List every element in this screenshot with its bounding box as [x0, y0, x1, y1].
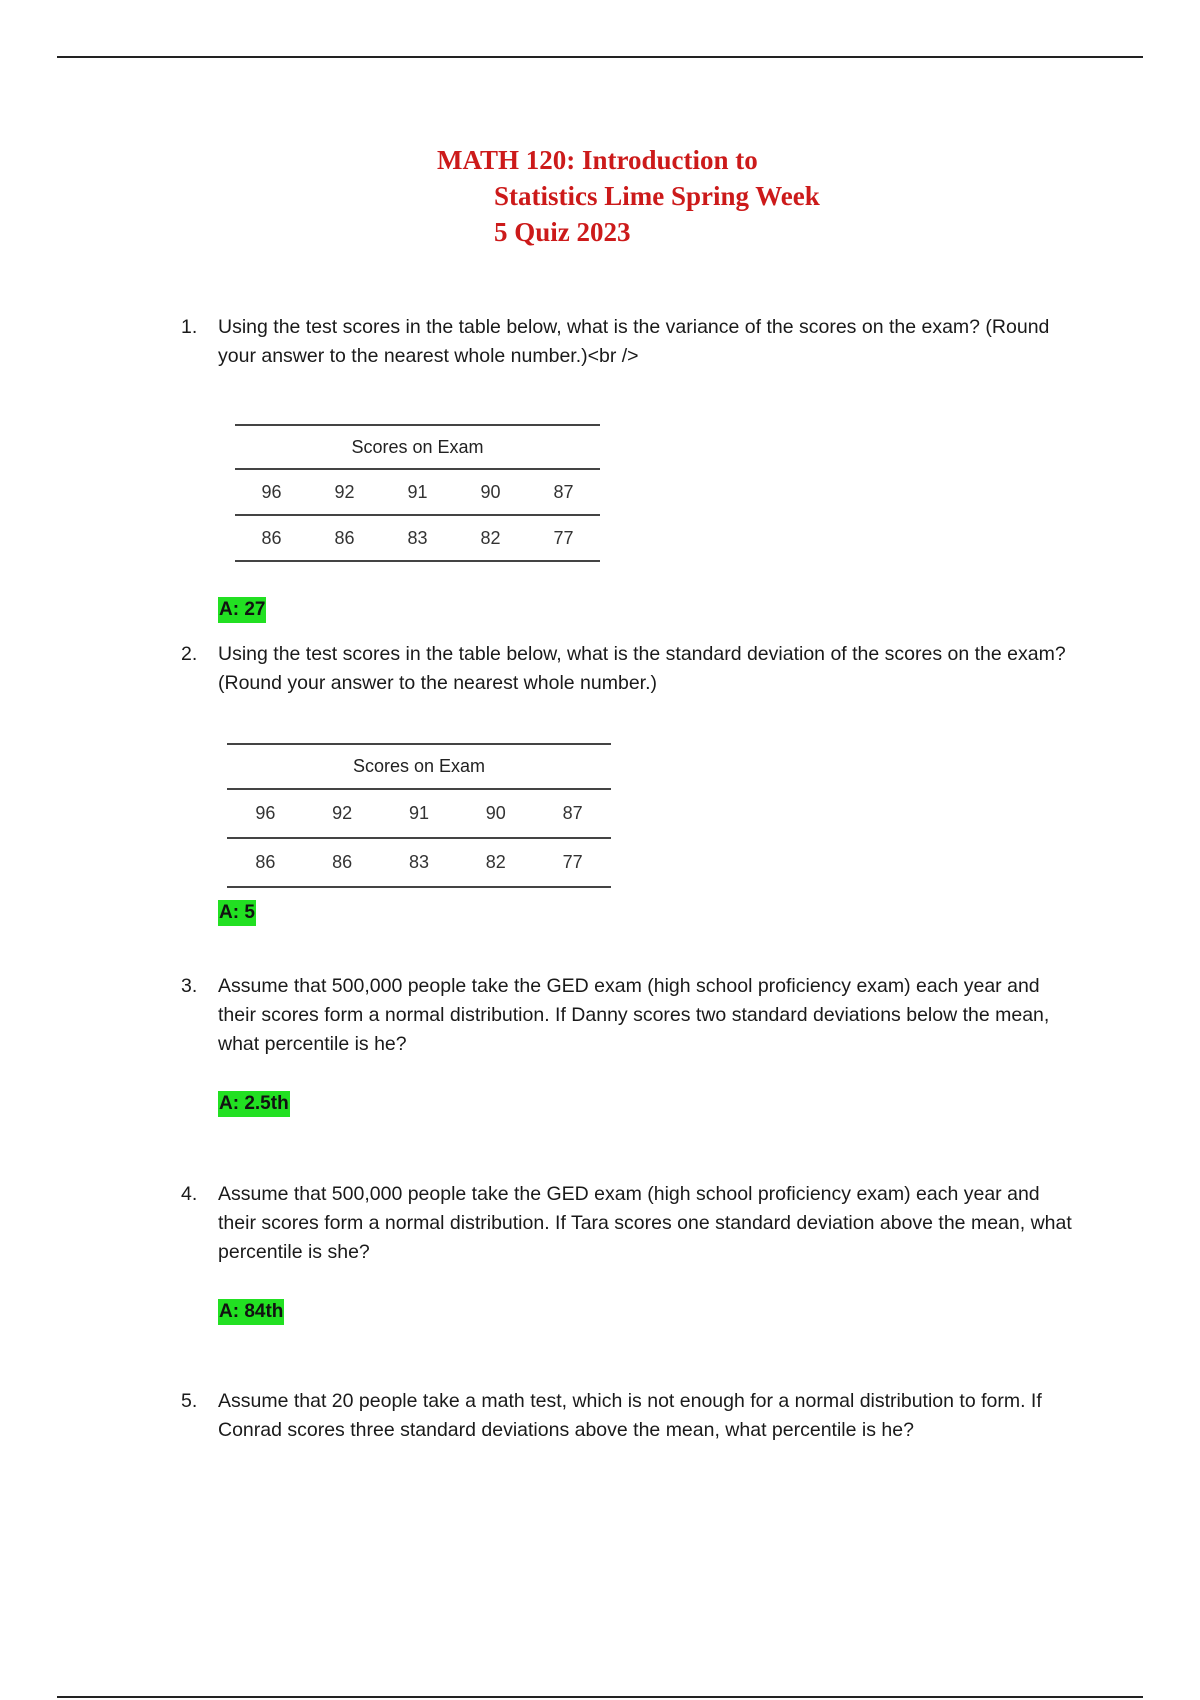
table-row — [235, 469, 600, 515]
table-cell: 92 — [304, 789, 381, 838]
table-cell: 86 — [308, 515, 381, 561]
question-text: Assume that 20 people take a math test, which is not enough for a normal distribution to form. If Conrad scores three standard deviations above the mean, what percentile is he? — [218, 1390, 1042, 1441]
question-number: 5. — [181, 1390, 198, 1412]
answer-4: A: 84th — [218, 1299, 284, 1325]
scores-table-1 — [235, 424, 600, 562]
question-5 — [181, 1387, 1081, 1445]
table-cell: 82 — [454, 515, 527, 561]
table-cell: 77 — [527, 515, 600, 561]
table-header: Scores on Exam — [235, 425, 600, 469]
scores-table-2 — [227, 743, 611, 888]
question-number: 2. — [181, 643, 198, 665]
table-cell: 90 — [457, 789, 534, 838]
question-text: Assume that 500,000 people take the GED exam (high school proficiency exam) each year and their scores form a normal distribution. If Danny scores two standard deviations below the mean, what percentile is he? — [218, 975, 1050, 1055]
table-cell: 86 — [304, 838, 381, 887]
table-cell: 87 — [534, 789, 611, 838]
document-title — [437, 142, 820, 250]
table-cell: 87 — [527, 469, 600, 515]
table-header: Scores on Exam — [227, 744, 611, 789]
answer-3: A: 2.5th — [218, 1091, 290, 1117]
question-number: 1. — [181, 316, 198, 338]
table-row — [227, 789, 611, 838]
title-line-1: MATH 120: Introduction to — [437, 145, 758, 175]
top-rule — [57, 56, 1143, 58]
table-cell: 90 — [454, 469, 527, 515]
question-number: 4. — [181, 1183, 198, 1205]
table-cell: 96 — [235, 469, 308, 515]
table-row — [227, 838, 611, 887]
question-text: Assume that 500,000 people take the GED exam (high school proficiency exam) each year and their scores form a normal distribution. If Tara scores one standard deviation above the mean, what percentile is she? — [218, 1183, 1072, 1263]
table-cell: 91 — [381, 789, 458, 838]
table-cell: 92 — [308, 469, 381, 515]
answer-1: A: 27 — [218, 597, 266, 623]
bottom-rule — [57, 1696, 1143, 1698]
table-row — [235, 515, 600, 561]
table-cell: 83 — [381, 515, 454, 561]
question-1 — [181, 313, 1081, 371]
answer-2: A: 5 — [218, 900, 256, 926]
title-line-3: 5 Quiz 2023 — [494, 217, 631, 247]
question-number: 3. — [181, 975, 198, 997]
table-cell: 91 — [381, 469, 454, 515]
table-cell: 86 — [227, 838, 304, 887]
table-cell: 82 — [457, 838, 534, 887]
table-cell: 86 — [235, 515, 308, 561]
table-cell: 96 — [227, 789, 304, 838]
question-4 — [181, 1180, 1081, 1267]
question-text: Using the test scores in the table below, what is the variance of the scores on the exam? (Round your answer to the nearest whole number.)<br /> — [218, 316, 1050, 367]
table-cell: 77 — [534, 838, 611, 887]
question-3 — [181, 972, 1081, 1059]
question-2 — [181, 640, 1081, 698]
question-text: Using the test scores in the table below, what is the standard deviation of the scores on the exam? (Round your answer to the nearest whole number.) — [218, 643, 1066, 694]
table-cell: 83 — [381, 838, 458, 887]
title-line-2: Statistics Lime Spring Week — [494, 181, 820, 211]
